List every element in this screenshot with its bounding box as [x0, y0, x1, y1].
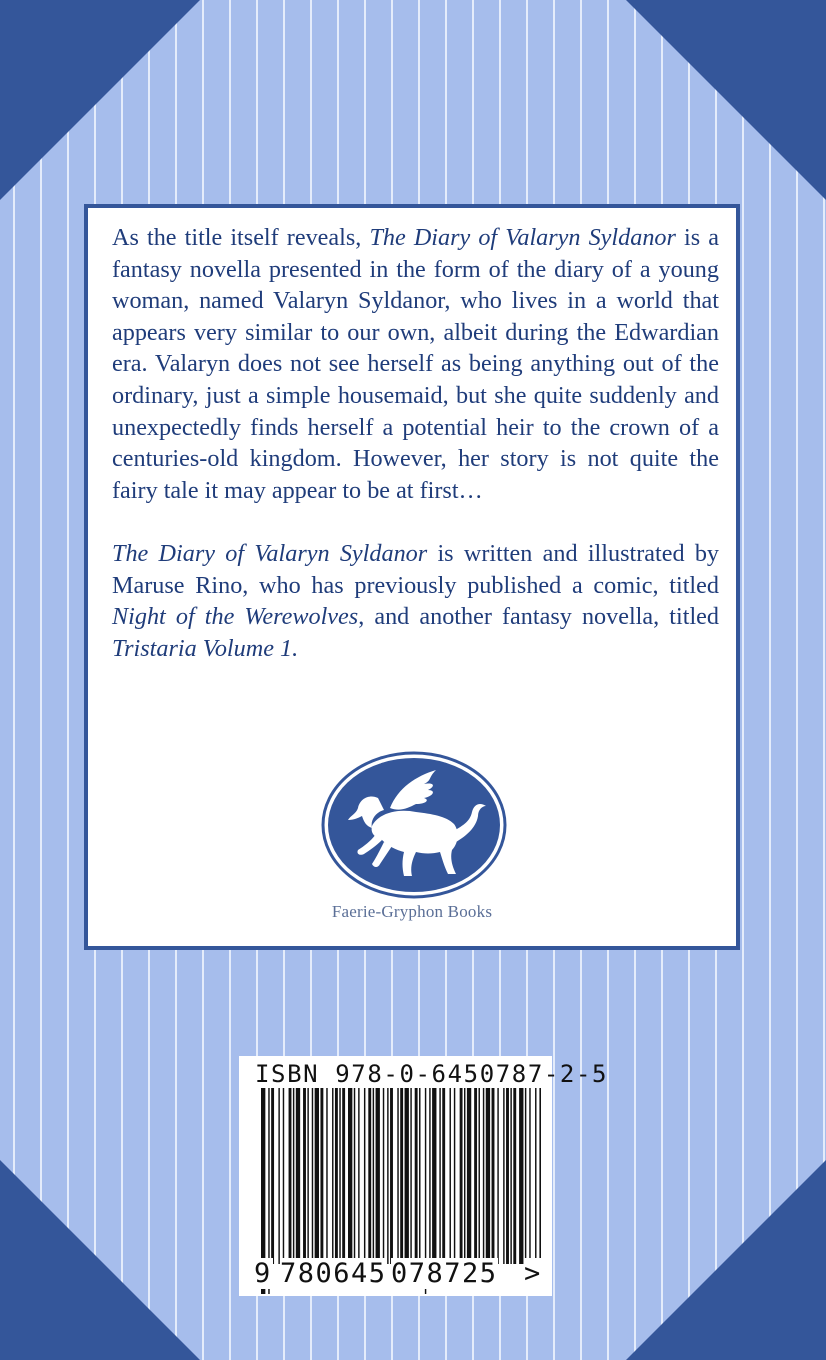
- book-title-italic: The Diary of Valaryn Syldanor: [112, 539, 428, 567]
- barcode-bar: [497, 1088, 498, 1264]
- barcode-bar: [289, 1088, 292, 1264]
- blurb-text-run: , and another fantasy novella, titled: [358, 603, 719, 631]
- barcode-bar: [296, 1088, 300, 1264]
- barcode-bar: [278, 1088, 279, 1264]
- barcode-bar: [293, 1088, 294, 1264]
- barcode-bar: [335, 1088, 338, 1264]
- barcode-bar: [529, 1088, 530, 1264]
- isbn-label: ISBN 978-0-6450787-2-5: [255, 1060, 609, 1088]
- novella-title-italic: Tristaria Volume 1.: [112, 634, 299, 662]
- comic-title-italic: Night of the Werewolves: [112, 603, 359, 631]
- barcode-bar: [483, 1088, 484, 1264]
- barcode-bar: [320, 1088, 323, 1264]
- barcode-bar: [348, 1088, 352, 1264]
- barcode-bar: [525, 1088, 526, 1264]
- barcode-bar: [454, 1088, 455, 1264]
- blurb-text: [112, 222, 719, 664]
- barcode-bar: [358, 1088, 359, 1264]
- barcode-bar: [492, 1088, 495, 1264]
- isbn-barcode: [239, 1056, 609, 1296]
- barcode-bar: [474, 1088, 477, 1264]
- corner-triangle-bottom-left: [0, 1160, 200, 1360]
- publisher-name: Faerie-Gryphon Books: [331, 902, 493, 921]
- barcode-bar: [464, 1088, 465, 1264]
- barcode-bar: [539, 1088, 541, 1264]
- barcode-bar: [326, 1088, 327, 1264]
- barcode-bar: [364, 1088, 365, 1264]
- barcode-bar: [397, 1088, 398, 1264]
- barcode-bar: [376, 1088, 380, 1264]
- barcode-bar: [387, 1088, 388, 1264]
- barcode-bar: [315, 1088, 319, 1264]
- barcode-bar: [373, 1088, 374, 1264]
- barcode-bar: [510, 1088, 511, 1264]
- barcode-bar: [307, 1088, 308, 1264]
- barcode-digits-right: 078725: [391, 1258, 498, 1289]
- barcode-bar: [519, 1088, 523, 1264]
- corner-triangle-bottom-right: [626, 1160, 826, 1360]
- barcode-bar: [506, 1088, 509, 1264]
- barcode-bar: [442, 1088, 445, 1264]
- gryphon-emblem-icon: [320, 750, 508, 900]
- barcode-bar: [419, 1088, 420, 1264]
- barcode-bar: [271, 1088, 274, 1264]
- book-title-italic: The Diary of Valaryn Syldanor: [369, 224, 676, 251]
- barcode-bar: [400, 1088, 403, 1264]
- barcode-bar: [342, 1088, 345, 1264]
- barcode-arrow: >: [524, 1258, 541, 1289]
- corner-triangle-top-left: [0, 0, 200, 200]
- barcode-bar: [467, 1088, 471, 1264]
- barcode-bar: [405, 1088, 409, 1264]
- barcode-bar: [332, 1088, 333, 1264]
- barcode-bar: [479, 1088, 480, 1264]
- barcode-bar: [503, 1088, 504, 1264]
- blurb-panel: [84, 204, 740, 950]
- barcode-bar: [513, 1088, 516, 1264]
- blurb-paragraph-2: [112, 538, 719, 664]
- barcode-bar: [450, 1088, 451, 1264]
- blurb-text-run: As the title itself reveals,: [112, 224, 370, 251]
- barcode-digits-left: 780645: [280, 1258, 387, 1289]
- barcode-bar: [312, 1088, 313, 1264]
- barcode-bar: [460, 1088, 463, 1264]
- barcode-bar: [303, 1088, 306, 1264]
- blurb-paragraph-1: [112, 222, 719, 506]
- barcode-bar: [429, 1088, 430, 1264]
- blurb-text-run: is written and illustrated by Maruse Rino, who has previously published a comic, titled: [112, 539, 720, 599]
- barcode-bar: [390, 1088, 393, 1264]
- barcode-bar: [432, 1088, 436, 1264]
- corner-triangle-top-right: [626, 0, 826, 200]
- barcode-bar: [383, 1088, 384, 1264]
- barcode-bar: [283, 1088, 284, 1264]
- barcode-bar: [439, 1088, 440, 1264]
- blurb-text-run: is a fantasy novella presented in the form of the diary of a young woman, named Valaryn Syldanor, who lives in a world that appears very similar to our own, albeit during the Edwardian era. Valaryn does not see herself as being anything out of the ordinary, just a simple housemaid, but she quite suddenly and unexpectedly finds herself a potential heir to the crown of a centuries-old kingdom. However, her story is not quite the fairy tale it may appear to be at first…: [112, 224, 719, 504]
- barcode-digit-first: 9: [254, 1258, 271, 1289]
- barcode-bar: [535, 1088, 536, 1264]
- barcode-bar: [410, 1088, 411, 1264]
- barcode-bar: [339, 1088, 340, 1264]
- barcode-bar: [368, 1088, 371, 1264]
- barcode-bar: [415, 1088, 418, 1264]
- barcode-bar: [486, 1088, 490, 1264]
- barcode-bar: [354, 1088, 355, 1264]
